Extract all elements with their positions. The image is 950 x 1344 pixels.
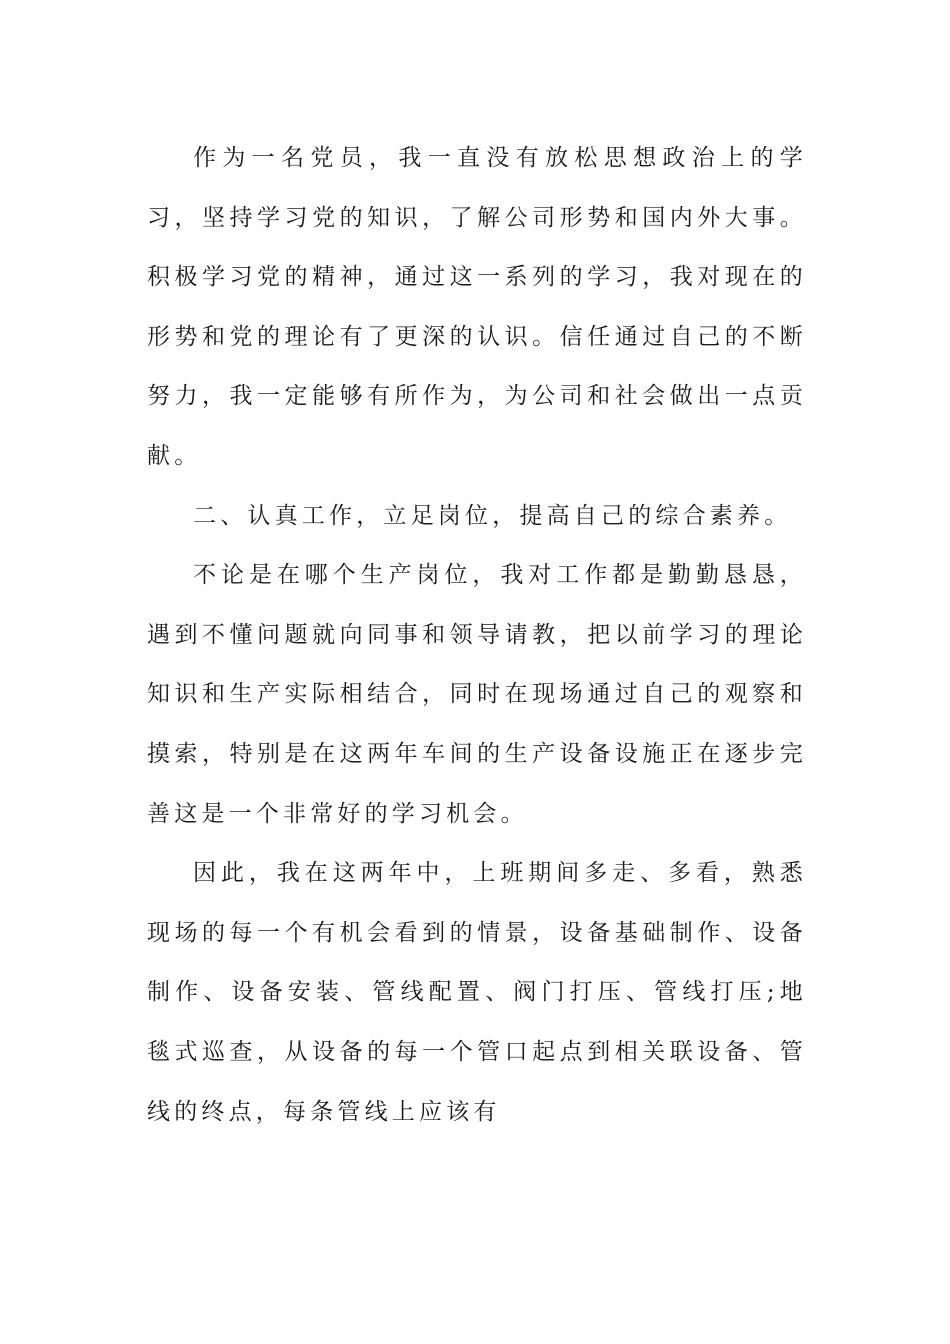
section-heading-work: 二、认真工作，立足岗位，提高自己的综合素养。 xyxy=(193,502,792,529)
paragraph-work-attitude: 不论是在哪个生产岗位，我对工作都是勤勤恳恳，遇到不懂问题就向同事和领导请教，把以前学习的理论知识和生产实际相结合，同时在现场通过自己的观察和摸索，特别是在这两年车间的生产设备设施正在逐步完善这是一个非常好的学习机会。 xyxy=(147,562,807,827)
document-body xyxy=(147,129,807,1142)
paragraph-party-study: 作为一名党员，我一直没有放松思想政治上的学习，坚持学习党的知识，了解公司形势和国内外大事。积极学习党的精神，通过这一系列的学习，我对现在的形势和党的理论有了更深的认识。信任通过自己的不断努力，我一定能够有所作为，为公司和社会做出一点贡献。 xyxy=(147,145,807,469)
paragraph-site-inspection: 因此，我在这两年中，上班期间多走、多看，熟悉现场的每一个有机会看到的情景，设备基础制作、设备制作、设备安装、管线配置、阀门打压、管线打压;地毯式巡查，从设备的每一个管口起点到相关联设备、管线的终点，每条管线上应该有 xyxy=(147,860,807,1125)
